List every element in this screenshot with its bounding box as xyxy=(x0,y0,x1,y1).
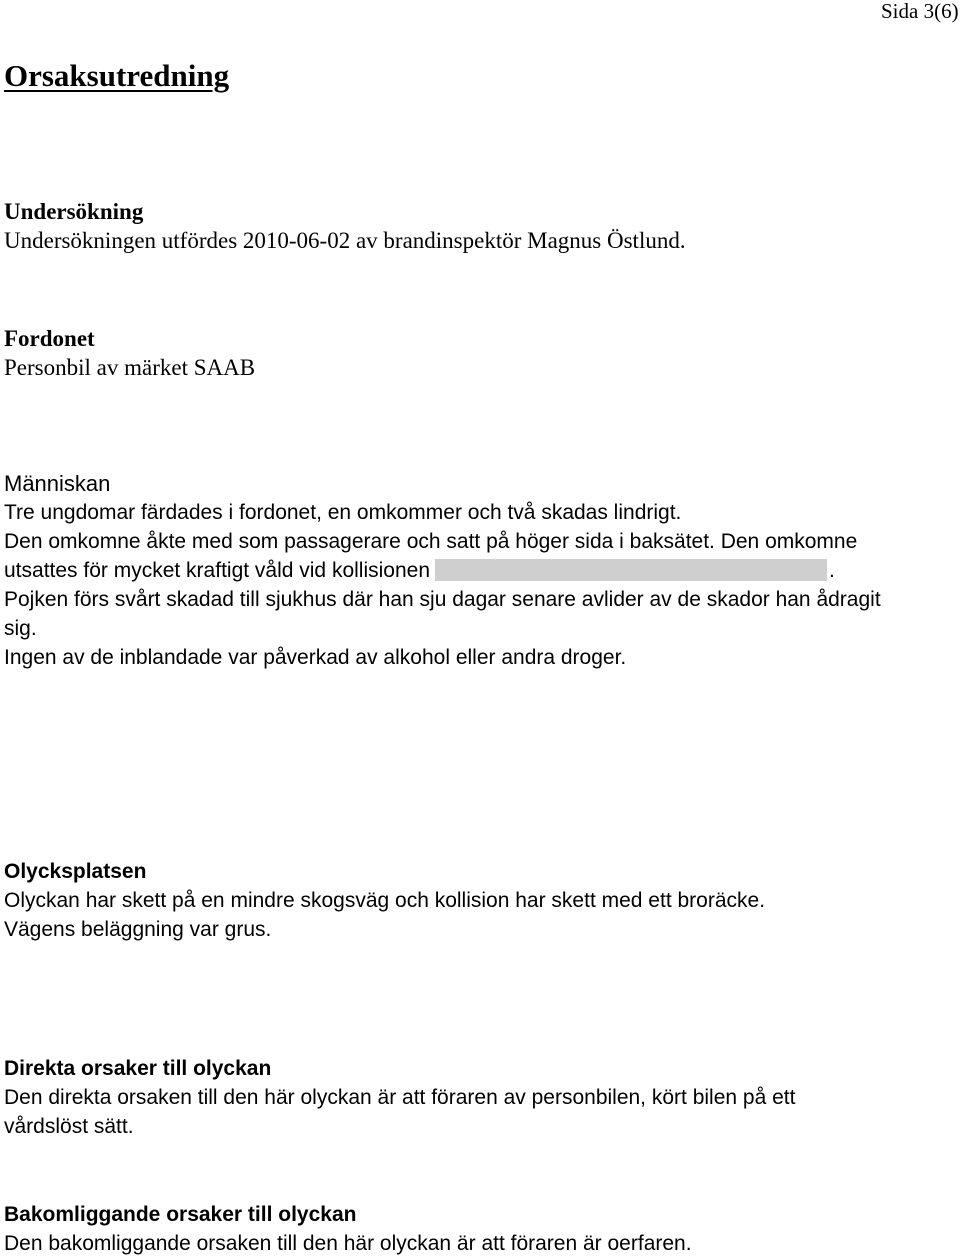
page-number: Sida 3(6) xyxy=(881,0,959,23)
section-heading: Människan xyxy=(4,471,111,496)
body-text-line: vårdslöst sätt. xyxy=(4,1115,134,1138)
section-undersokning xyxy=(4,197,956,255)
section-heading: Bakomliggande orsaker till olyckan xyxy=(4,1203,357,1226)
body-text-line: Pojken förs svårt skadad till sjukhus där han sju dagar senare avlider av de skador han ådragit xyxy=(4,588,881,611)
section-olycksplatsen xyxy=(4,857,956,944)
section-heading: Olycksplatsen xyxy=(4,860,147,883)
body-text-fragment: utsattes för mycket kraftigt våld vid kollisionen xyxy=(4,559,431,582)
body-text-line: Vägens beläggning var grus. xyxy=(4,918,272,941)
redaction-block xyxy=(435,559,827,581)
body-text-line: Personbil av märket SAAB xyxy=(4,355,256,380)
section-fordonet xyxy=(4,324,956,382)
section-heading: Direkta orsaker till olyckan xyxy=(4,1057,272,1080)
body-text-line: Olyckan har skett på en mindre skogsväg och kollision har skett med ett broräcke. xyxy=(4,889,766,912)
document-title: Orsaksutredning xyxy=(4,58,230,93)
body-text-line: sig. xyxy=(4,617,37,640)
section-heading: Undersökning xyxy=(4,199,144,224)
section-direkta-orsaker xyxy=(4,1054,956,1141)
body-text-line: Undersökningen utfördes 2010-06-02 av brandinspektör Magnus Östlund. xyxy=(4,228,686,253)
body-text-line: Tre ungdomar färdades i fordonet, en omkommer och två skadas lindrigt. xyxy=(4,501,682,524)
section-bakomliggande-orsaker xyxy=(4,1200,956,1258)
body-text-line xyxy=(4,556,956,585)
body-text-line: Den bakomliggande orsaken till den här olyckan är att föraren är oerfaren. xyxy=(4,1232,692,1255)
section-manniskan xyxy=(4,469,956,672)
body-text-line: Den omkomne åkte med som passagerare och satt på höger sida i baksätet. Den omkomne xyxy=(4,530,858,553)
body-text-line: Den direkta orsaken till den här olyckan är att föraren av personbilen, kört bilen på ett xyxy=(4,1086,796,1109)
section-heading: Fordonet xyxy=(4,326,95,351)
body-text-fragment: . xyxy=(829,559,835,582)
body-text-line: Ingen av de inblandade var påverkad av alkohol eller andra droger. xyxy=(4,646,627,669)
